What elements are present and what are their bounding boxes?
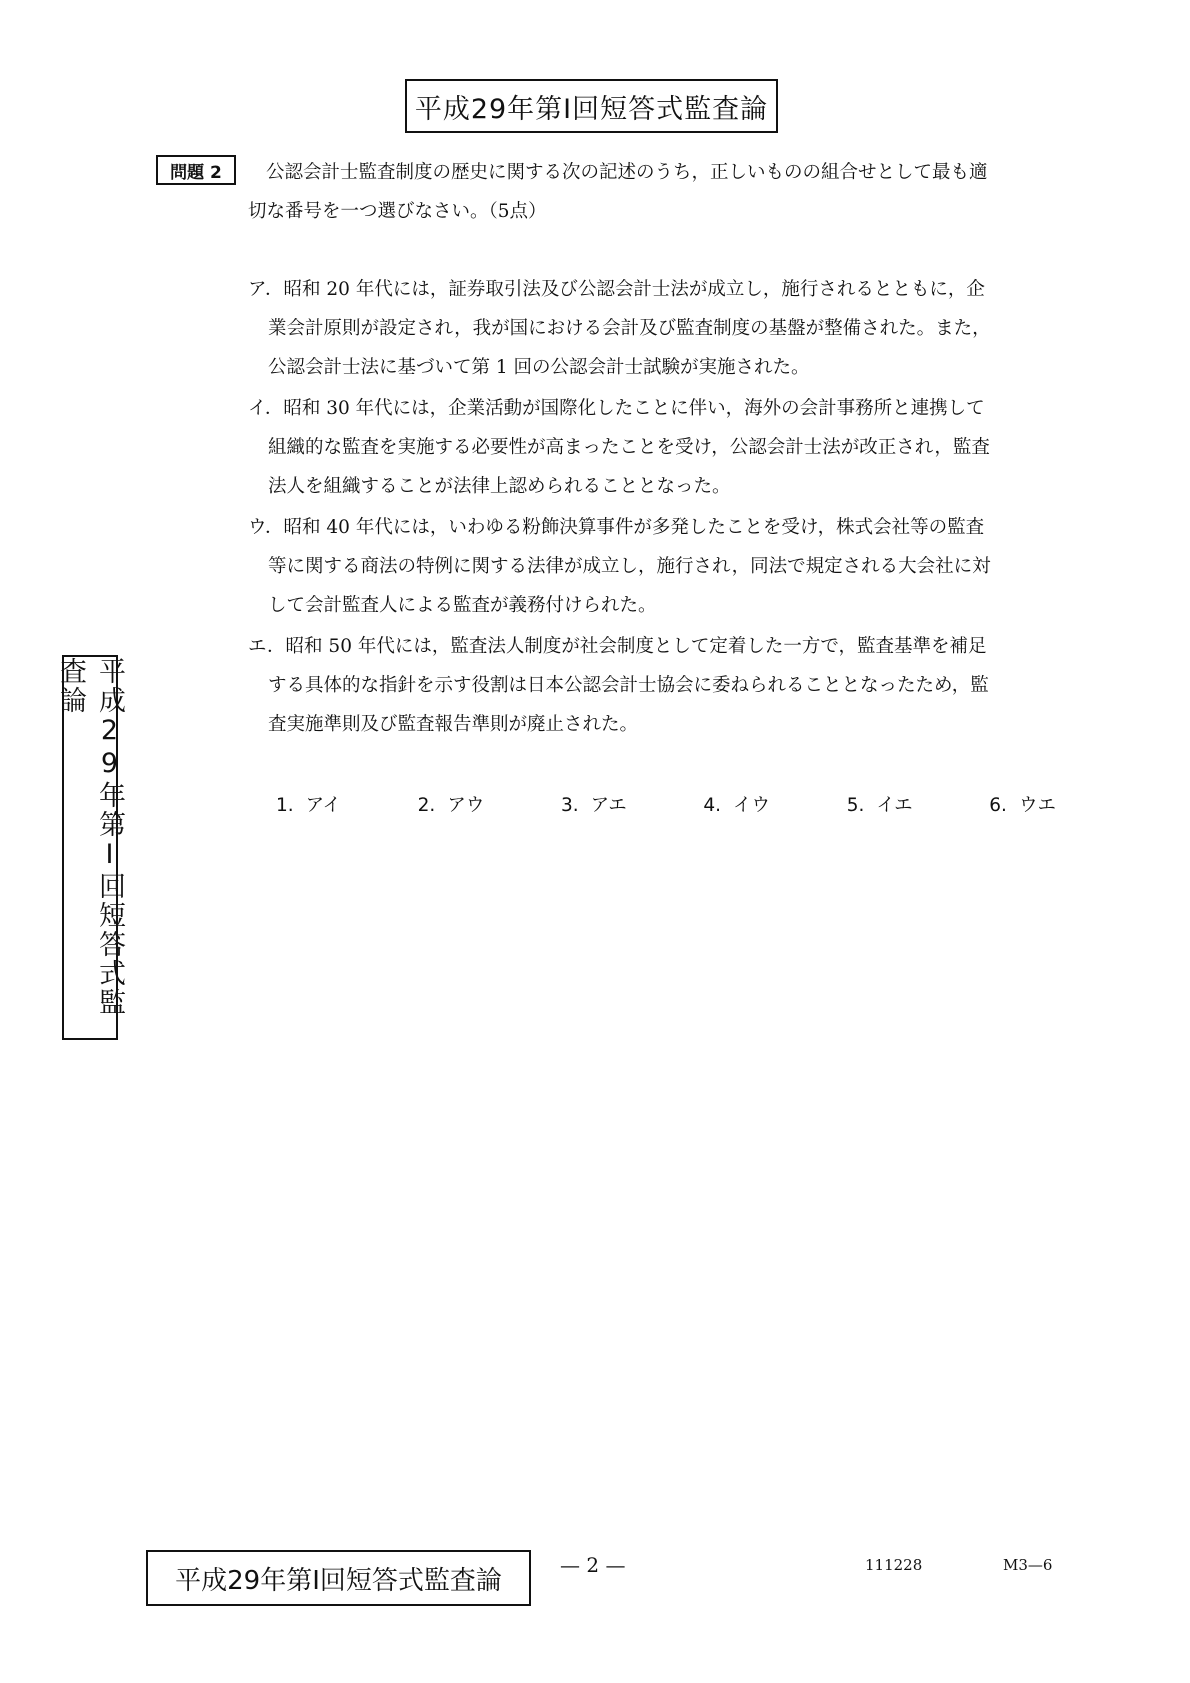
choice-text: アイ	[305, 795, 341, 816]
question-label: 問題 2	[156, 155, 236, 185]
doc-code: 111228	[865, 1556, 923, 1574]
side-title-text: 平成29年第Ⅰ回短答式監査論	[55, 657, 125, 1017]
choice-number: 4.	[703, 795, 722, 816]
statement-line: エ．昭和 50 年代には，監査法人制度が社会制度として定着した一方で，監査基準を補足	[248, 636, 987, 657]
choice-number: 1.	[276, 795, 294, 816]
answer-choice-3	[561, 791, 627, 817]
answer-choice-1	[276, 791, 341, 817]
answer-choice-4	[703, 791, 770, 817]
statement-line: ウ．昭和 40 年代には，いわゆる粉飾決算事件が多発したことを受け，株式会社等の監査	[248, 517, 985, 538]
sheet-code: M3—6	[1003, 1556, 1053, 1574]
statement-a	[248, 270, 1056, 387]
question-line-2: 切な番号を一つ選びなさい。（5点）	[248, 201, 547, 222]
answer-choice-5	[847, 791, 913, 817]
side-title	[55, 655, 125, 1040]
statement-line: 法人を組織することが法律上認められることとなった。	[268, 476, 731, 497]
choice-text: イエ	[876, 795, 913, 816]
statement-line: する具体的な指針を示す役割は日本公認会計士協会に委ねられることとなったため，監	[268, 675, 989, 696]
answer-choice-2	[418, 791, 485, 817]
choice-number: 5.	[846, 795, 865, 816]
statement-list	[248, 270, 1056, 746]
statement-line: ア．昭和 20 年代には，証券取引法及び公認会計士法が成立し，施行されるとともに，企	[248, 279, 985, 300]
statement-line: して会計監査人による監査が義務付けられた。	[268, 595, 657, 616]
statement-line: 等に関する商法の特例に関する法律が成立し，施行され，同法で規定される大会社に対	[268, 556, 991, 577]
footer-title: 平成29年第Ⅰ回短答式監査論	[146, 1550, 531, 1606]
choice-number: 6.	[989, 795, 1007, 816]
exam-title: 平成29年第Ⅰ回短答式監査論	[405, 79, 778, 133]
choice-text: アウ	[447, 795, 485, 816]
statement-line: 公認会計士法に基づいて第 1 回の公認会計士試験が実施された。	[268, 357, 810, 378]
choice-text: ウエ	[1018, 795, 1056, 816]
statement-line: 業会計原則が設定され，我が国における会計及び監査制度の基盤が整備された。また，	[268, 318, 991, 339]
choice-number: 3.	[560, 795, 579, 816]
question-line-1: 公認会計士監査制度の歴史に関する次の記述のうち，正しいものの組合せとして最も適	[266, 162, 988, 183]
choice-number: 2.	[417, 795, 436, 816]
answer-choice-6	[989, 791, 1056, 817]
statement-line: 組織的な監査を実施する必要性が高まったことを受け，公認会計士法が改正され，監査	[268, 437, 990, 458]
statement-i	[248, 389, 1056, 506]
choice-text: イウ	[733, 795, 771, 816]
statement-line: 査実施準則及び監査報告準則が廃止された。	[268, 714, 639, 735]
page-number: — 2 —	[560, 1553, 626, 1577]
statement-u	[248, 508, 1056, 625]
statement-line: イ．昭和 30 年代には，企業活動が国際化したことに伴い，海外の会計事務所と連携して	[248, 398, 985, 419]
question-text	[248, 153, 1056, 231]
statement-e	[248, 627, 1056, 744]
answer-choices	[276, 791, 1056, 817]
choice-text: アエ	[590, 795, 627, 816]
